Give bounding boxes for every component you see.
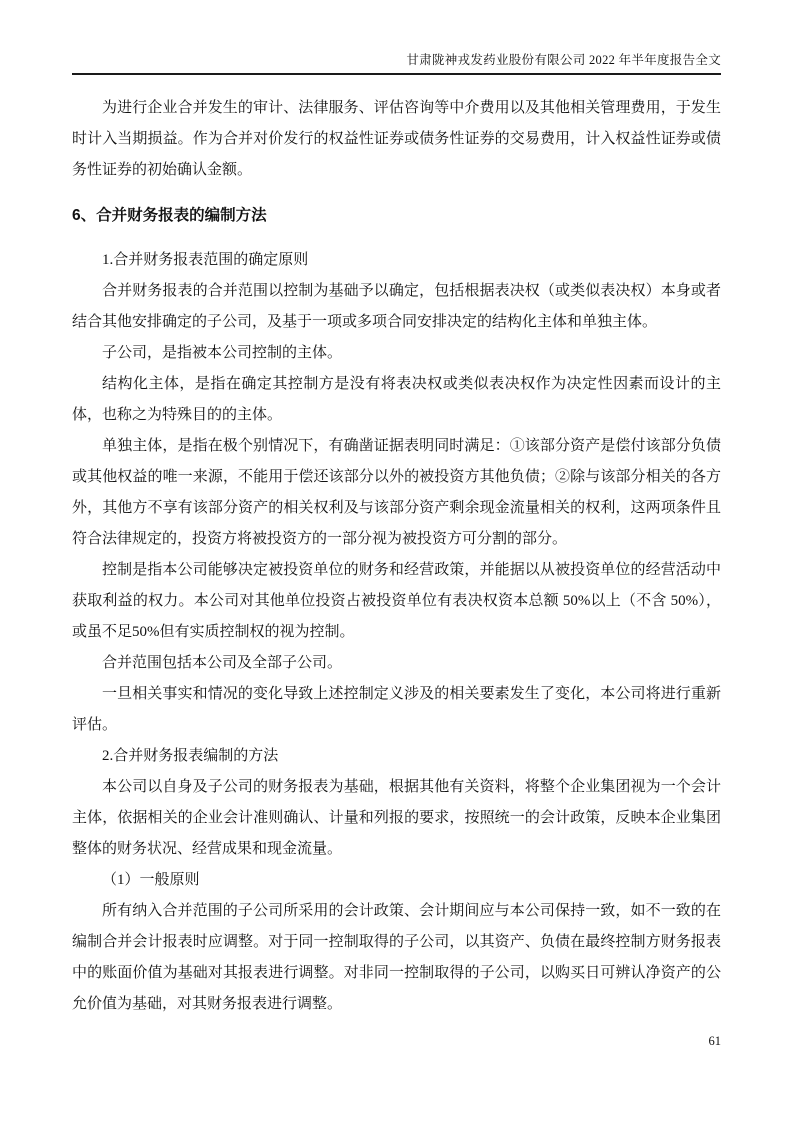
paragraph-consolidation-scope: 合并范围包括本公司及全部子公司。	[102, 655, 343, 671]
paragraph-control-definition: 控制是指本公司能够决定被投资单位的财务和经营政策，并能据以从被投资单位的经营活动中获取利益的权力。本公司对其他单位投资占被投资单位有表决权资本总额 50%以上（不含 50%），或虽不足50%但有实质控制权的视为控制。	[72, 562, 721, 640]
paragraph-method-title: 2.合并财务报表编制的方法	[102, 748, 279, 764]
paragraph-scope-principle-title: 1.合并财务报表范围的确定原则	[102, 252, 309, 268]
paragraph-separate-entity-definition: 单独主体，是指在极个别情况下，有确凿证据表明同时满足：①该部分资产是偿付该部分负债或其他权益的唯一来源，不能用于偿还该部分以外的被投资方其他负债；②除与该部分相关的各方外，其他方不享有该部分资产的相关权利及与该部分资产剩余现金流量相关的权利，这两项条件且符合法律规定的，投资方将被投资方的一部分视为被投资方可分割的部分。	[72, 438, 721, 547]
paragraph-method-basis: 本公司以自身及子公司的财务报表为基础，根据其他有关资料，将整个企业集团视为一个会计主体，依据相关的企业会计准则确认、计量和列报的要求，按照统一的会计政策，反映本企业集团整体的财务状况、经营成果和现金流量。	[72, 779, 721, 857]
paragraph-subsidiary-definition: 子公司，是指被本公司控制的主体。	[102, 345, 343, 361]
document-body	[72, 93, 721, 1020]
header-divider	[72, 73, 721, 75]
paragraph-structured-entity-definition: 结构化主体，是指在确定其控制方是没有将表决权或类似表决权作为决定性因素而设计的主体，也称之为特殊目的的主体。	[72, 376, 721, 423]
paragraph-scope-basis: 合并财务报表的合并范围以控制为基础予以确定，包括根据表决权（或类似表决权）本身或者结合其他安排确定的子公司，及基于一项或多项合同安排决定的结构化主体和单独主体。	[72, 283, 721, 330]
intro-paragraph: 为进行企业合并发生的审计、法律服务、评估咨询等中介费用以及其他相关管理费用，于发生时计入当期损益。作为合并对价发行的权益性证券或债务性证券的交易费用，计入权益性证券或债务性证券的初始确认金额。	[72, 100, 721, 178]
paragraph-general-principle-title: （1）一般原则	[102, 872, 200, 888]
section-heading: 6、合并财务报表的编制方法	[72, 207, 267, 224]
page-header: 甘肃陇神戎发药业股份有限公司 2022 年半年度报告全文	[406, 53, 721, 67]
paragraph-reassessment: 一旦相关事实和情况的变化导致上述控制定义涉及的相关要素发生了变化，本公司将进行重新评估。	[72, 686, 721, 733]
page-number: 61	[708, 1034, 721, 1048]
paragraph-general-principle-body: 所有纳入合并范围的子公司所采用的会计政策、会计期间应与本公司保持一致，如不一致的在编制合并会计报表时应调整。对于同一控制取得的子公司，以其资产、负债在最终控制方财务报表中的账面价值为基础对其报表进行调整。对非同一控制取得的子公司，以购买日可辨认净资产的公允价值为基础，对其财务报表进行调整。	[72, 903, 721, 1012]
